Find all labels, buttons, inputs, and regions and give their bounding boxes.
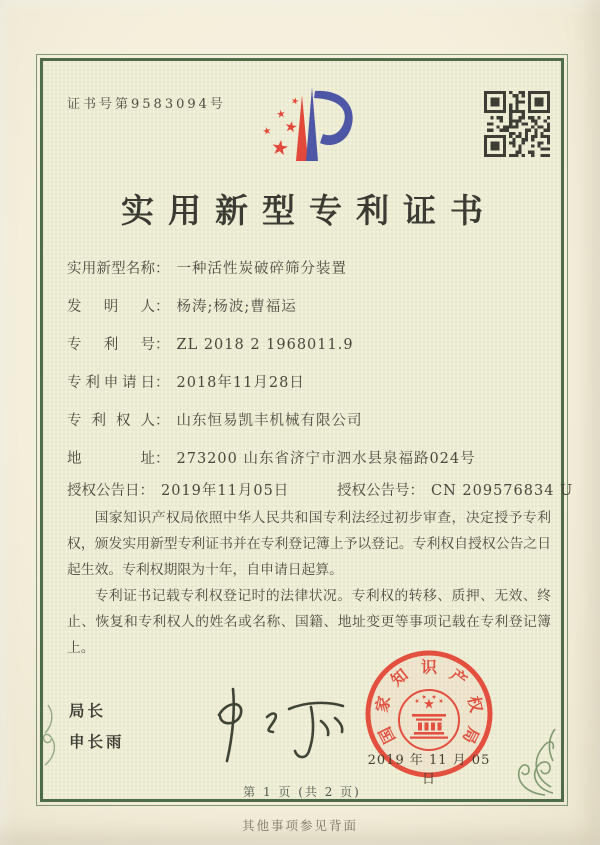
svg-text:家: 家	[372, 694, 394, 715]
field-label: 地址	[67, 451, 155, 467]
grant-date-value: 2019年11月05日	[161, 483, 290, 499]
field-row-address	[67, 447, 545, 470]
svg-text:局: 局	[458, 723, 484, 747]
svg-text:产: 产	[446, 665, 471, 690]
legal-paragraph-2: 专利证书记载专利权登记时的法律状况。专利权的转移、质押、无效、终止、恢复和专利权人的姓名或名称、国籍、地址变更等事项记载在专利登记簿上。	[67, 588, 551, 656]
signature-icon	[183, 677, 363, 777]
field-colon: ：	[139, 483, 154, 499]
grant-number-label: 授权公告号	[337, 483, 410, 499]
field-colon: ：	[155, 261, 170, 277]
certificate-inner	[40, 58, 574, 802]
field-value-patentee: 山东恒易凯丰机械有限公司	[176, 413, 363, 429]
grant-number-value: CN 209576834 U	[431, 483, 574, 499]
field-value-inventors: 杨涛;杨波;曹福运	[176, 299, 297, 315]
grant-row	[67, 479, 574, 500]
cnipa-logo-icon	[245, 81, 363, 179]
field-row-invention-name	[67, 257, 545, 280]
field-colon: ：	[155, 451, 170, 467]
field-row-filing-date	[67, 371, 545, 394]
svg-text:国: 国	[374, 723, 400, 747]
certificate-border	[36, 54, 574, 806]
commissioner-name: 申长雨	[69, 733, 125, 751]
legal-paragraph-1: 国家知识产权局依照中华人民共和国专利法经过初步审查，决定授予专利权，颁发实用新型专利证书并在专利登记簿上予以登记。专利权自授权公告之日起生效。专利权期限为十年，自申请日起算。	[67, 510, 551, 578]
svg-text:识: 识	[420, 657, 438, 677]
page-number: 第 1 页 (共 2 页)	[243, 785, 361, 799]
svg-text:知: 知	[387, 665, 412, 690]
field-colon: ：	[155, 337, 170, 353]
field-label: 专利权人	[67, 413, 155, 429]
field-row-patent-number	[67, 333, 545, 356]
seal-date: 2019 年 11 月 05 日	[367, 753, 491, 787]
field-value-patent-number: ZL 2018 2 1968011.9	[176, 337, 354, 353]
commissioner-title: 局长	[69, 702, 107, 720]
certificate-number: 证书号第9583094号	[67, 97, 226, 112]
field-label: 专利申请日	[67, 375, 155, 391]
legal-paragraphs	[67, 505, 551, 661]
field-colon: ：	[155, 375, 170, 391]
field-value-address: 273200 山东省济宁市泗水县泉福路024号	[176, 451, 476, 467]
field-label: 专利号	[67, 337, 155, 353]
certificate-title: 实用新型专利证书	[121, 191, 497, 230]
field-colon: ：	[155, 299, 170, 315]
svg-text:权: 权	[464, 694, 486, 715]
field-value-filing-date: 2018年11月28日	[176, 375, 305, 391]
edge-flourish-icon	[41, 699, 67, 769]
qr-code	[484, 91, 550, 157]
grant-date-label: 授权公告日	[67, 483, 140, 499]
field-row-inventors	[67, 295, 545, 318]
field-row-patentee	[67, 409, 545, 432]
field-colon: ：	[155, 413, 170, 429]
field-label: 发明人	[67, 299, 155, 315]
certificate-fields	[67, 257, 545, 485]
field-label: 实用新型名称	[67, 261, 155, 277]
other-matters-note: 其他事项参见背面	[241, 818, 358, 833]
field-value-invention-name: 一种活性炭破碎筛分装置	[176, 261, 347, 277]
commissioner-block	[69, 699, 125, 761]
field-colon: ：	[409, 483, 424, 499]
